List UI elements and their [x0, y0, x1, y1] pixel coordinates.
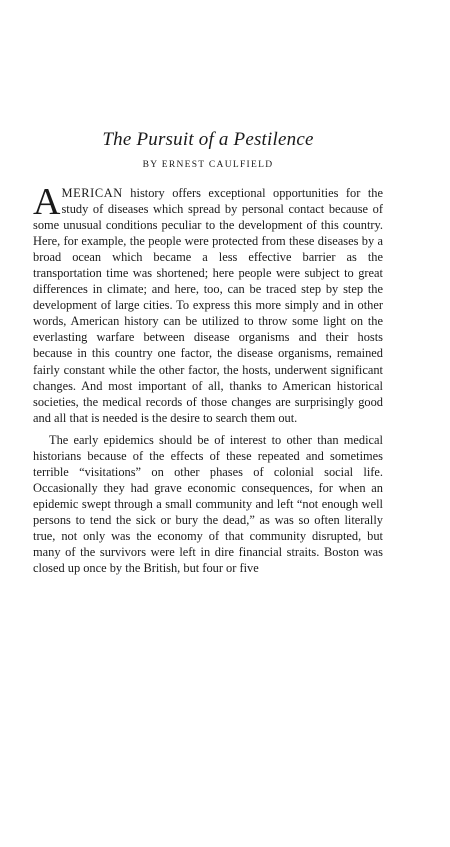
paragraph-1 [33, 181, 383, 426]
article-body [33, 181, 383, 576]
article-page [0, 128, 450, 847]
article-byline: BY ERNEST CAULFIELD [142, 160, 274, 170]
opening-small-caps: MERICAN [61, 186, 123, 200]
paragraph-1-text: history offers exceptional opportunities for the study of diseases which spread by personal contact because of some unusual conditions peculiar to the development of this country. Here, for example, the people were protected from these diseases by a broad ocean which became a less effective barrier as the transportation time was shortened; here people were subject to great differences in climate; and here, too, can be traced step by step the development of large cities. To express this more simply and in other words, American history can be utilized to throw some light on the everlasting warfare between disease organisms and their hosts because in this country one factor, the disease organisms, remained fairly constant while the other factor, the hosts, underwent significant changes. And most important of all, thanks to American historical societies, the medical records of those changes are surprisingly good and all that is needed is the desire to search them out. [33, 186, 383, 425]
drop-cap: A [33, 181, 61, 223]
article-title: The Pursuit of a Pestilence [102, 129, 314, 150]
paragraph-2: The early epidemics should be of interest to other than medical historians because of the effects of these repeated and sometimes terrible “visitations” on other phases of colonial social life. Occasionally they had grave economic consequences, for when an epidemic swept through a small community and left “not enough well persons to tend the sick or bury the dead,” as was so often literally true, not only was the economy of that community disrupted, but many of the survivors were left in dire financial straits. Boston was closed up once by the British, but four or five [33, 432, 383, 576]
